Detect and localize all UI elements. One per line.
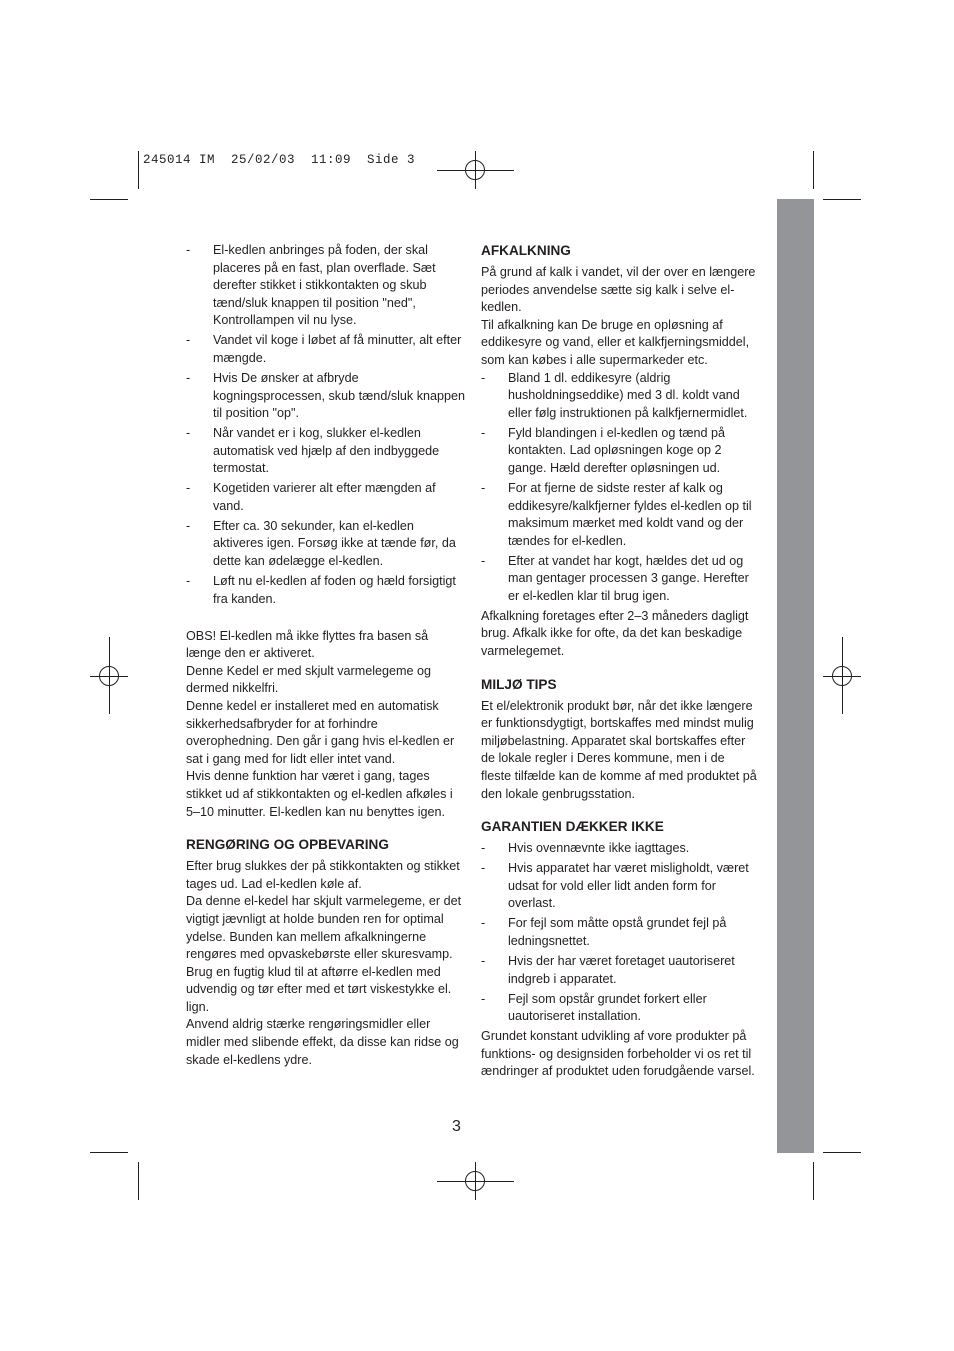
list-item: - Vandet vil koge i løbet af få minutter, alt efter mængde. [186,333,462,365]
left-column [186,242,466,1069]
cleaning-paragraph: Da denne el-kedel har skjult varmelegeme, er det vigtigt jævnligt at holde bunden ren for optimal ydelse. Bunden kan mellem afkalkningerne rengøres med opvaskebørste eller skuresvamp. Brug en fugtig klud til at aftørre el-kedlen med udvendig og tør efter med et tørt viskestykke el. lign. [186,894,462,1014]
descale-paragraph: På grund af kalk i vandet, vil der over en længere periodes anvendelse sætte sig kalk i selve el-kedlen. [481,265,756,315]
list-item: - Løft nu el-kedlen af foden og hæld forsigtigt fra kanden. [186,574,456,606]
env-heading: MILJØ TIPS [481,676,557,692]
list-item: - Efter at vandet har kogt, hældes det ud og man gentager processen 3 gange. Herefter er el-kedlen klar til brug igen. [481,553,749,603]
list-item: - Hvis De ønsker at afbryde kogningsprocessen, skub tænd/sluk knappen til position "op". [186,370,466,421]
cleaning-paragraph: Efter brug slukkes der på stikkontakten og stikket tages ud. Lad el-kedlen køle af. [186,859,460,891]
list-item: - For fejl som måtte opstå grundet fejl på ledningsnettet. [481,916,727,948]
list-item: - Fyld blandingen i el-kedlen og tænd på kontakten. Lad opløsningen koge op 2 gange. Hæld derefter opløsningen ud. [481,425,726,475]
descale-list [481,370,758,606]
list-item: - Når vandet er i kog, slukker el-kedlen automatisk ved hjælp af den indbyggede termostat. [186,426,440,476]
obs-paragraph: OBS! El-kedlen må ikke flyttes fra basen så længe den er aktiveret. [186,628,429,661]
descale-outro: Afkalkning foretages efter 2–3 måneders dagligt brug. Afkalk ikke for ofte, da det kan beskadige varmelegemet. [481,608,749,659]
list-item: - Hvis der har været foretaget uautoriseret indgreb i apparatet. [481,953,735,986]
warranty-outro: Grundet konstant udvikling af vore produkter på funktions- og designsiden forbeholder vi os ret til ændringer af produktet uden forudgående varsel. [481,1029,755,1079]
right-column [481,242,758,1081]
side-tab [777,199,814,1153]
list-item: - Kogetiden varierer alt efter mængden af vand. [186,481,436,513]
list-item: - El-kedlen anbringes på foden, der skal placeres på en fast, plan overflade. Sæt derefter stikket i stikkontakten og skub tænd/sluk knappen til position "ned", Kontrollampen vil nu lyse. [186,243,436,328]
print-slug: 245014 IM 25/02/03 11:09 Side 3 [143,153,416,167]
list-item: - Efter ca. 30 sekunder, kan el-kedlen aktiveres igen. Forsøg ikke at tænde før, da dette kan ødelægge el-kedlen. [186,518,456,569]
obs-paragraph: Hvis denne funktion har været i gang, tages stikket ud af stikkontakten og el-kedlen afkøles i 5–10 minutter. El-kedlen kan nu benyttes igen. [186,769,453,819]
warranty-heading: GARANTIEN DÆKKER IKKE [481,819,664,835]
cleaning-heading: RENGØRING OG OPBEVARING [186,837,389,853]
obs-paragraph: Denne Kedel er med skjult varmelegeme og dermed nikkelfri. [186,663,432,696]
env-paragraph: Et el/elektronik produkt bør, når det ikke længere er funktionsdygtigt, bortskaffes med mindst mulig miljøbelastning. Apparatet skal bortskaffes efter de lokale regler i Deres kommune, men i de fleste tilfælde kan de komme af med produktet på den lokale genbrugsstation. [481,698,757,801]
warranty-list [481,840,758,1026]
page-number: 3 [452,1118,461,1135]
descale-heading: AFKALKNING [481,243,571,258]
usage-list [186,242,466,608]
list-item: - Fejl som opstår grundet forkert eller uautoriseret installation. [481,991,707,1024]
descale-paragraph: Til afkalkning kan De bruge en opløsning af eddikesyre og vand, eller et kalkfjerningsmiddel, som kan købes i alle supermarkeder etc. [481,317,750,367]
cleaning-paragraph: Anvend aldrig stærke rengøringsmidler eller midler med slibende effekt, da disse kan ridse og skade el-kedlens ydre. [186,1017,459,1067]
list-item: - For at fjerne de sidste rester af kalk og eddikesyre/kalkfjerner fyldes el-kedlen op til maksimum mærket med koldt vand og der tændes for el-kedlen. [481,480,752,548]
list-item: - Hvis ovennævnte ikke iagttages. [481,841,690,856]
list-item: - Hvis apparatet har været misligholdt, været udsat for vold eller lidt anden form for overlast. [481,861,749,911]
list-item: - Bland 1 dl. eddikesyre (aldrig husholdningseddike) med 3 dl. koldt vand eller følg instruktionen på kalkfjernermidlet. [481,370,748,420]
obs-paragraph: Denne kedel er installeret med en automatisk sikkerhedsafbryder for at forhindre overophedning. Den går i gang hvis el-kedlen er sat i gang med for lidt eller intet vand. [186,698,455,766]
